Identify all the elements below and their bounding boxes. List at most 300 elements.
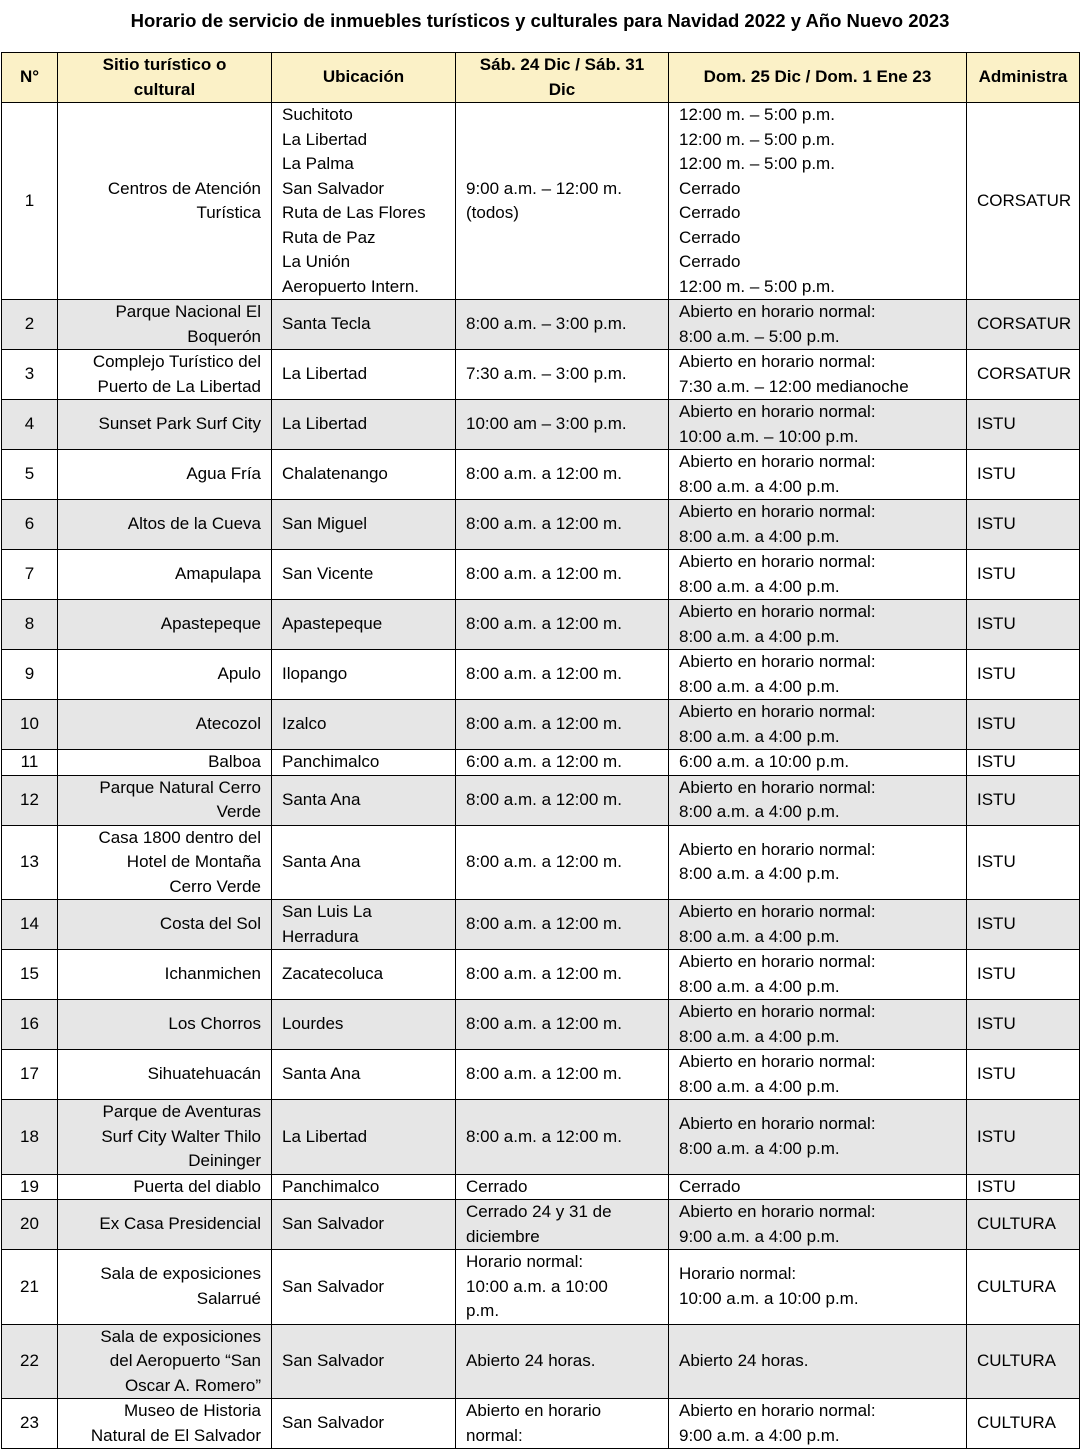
administrator: ISTU — [967, 1050, 1080, 1100]
administrator: ISTU — [967, 1000, 1080, 1050]
administrator: CORSATUR — [967, 103, 1080, 300]
site-name-line: Sihuatehuacán — [147, 1064, 261, 1084]
sunday-schedule-line: 6:00 a.m. a 10:00 p.m. — [679, 752, 850, 771]
row-number: 22 — [2, 1324, 58, 1399]
table-row — [2, 1000, 1080, 1050]
sunday-schedule-line: Cerrado — [679, 227, 741, 247]
saturday-schedule-line: Abierto en horario — [466, 1401, 602, 1420]
sunday-schedule-line: 12:00 m. – 5:00 p.m. — [679, 154, 835, 173]
site-name — [58, 1200, 272, 1250]
location — [272, 1250, 456, 1325]
row-number: 19 — [2, 1174, 58, 1200]
saturday-schedule-line: normal: — [466, 1425, 523, 1445]
sunday-schedule-line: 8:00 a.m. a 4:00 p.m. — [679, 1138, 840, 1158]
saturday-schedule — [456, 825, 669, 900]
sunday-schedule-line: 9:00 a.m. a 4:00 p.m. — [679, 1425, 840, 1445]
site-name — [58, 300, 272, 350]
location-line: Herradura — [282, 926, 359, 946]
saturday-schedule — [456, 350, 669, 400]
row-number: 14 — [2, 900, 58, 950]
location-line: La Libertad — [282, 129, 368, 149]
row-number: 5 — [2, 450, 58, 500]
sunday-schedule-line: 9:00 a.m. a 4:00 p.m. — [679, 1226, 840, 1246]
saturday-schedule — [456, 775, 669, 825]
table-row — [2, 600, 1080, 650]
site-name — [58, 350, 272, 400]
sunday-schedule — [669, 1399, 967, 1449]
site-name-line: Amapulapa — [174, 564, 261, 584]
location-line: Apastepeque — [282, 614, 383, 634]
site-name-line: Parque Natural Cerro — [99, 777, 261, 797]
location-line: Lourdes — [282, 1014, 344, 1034]
sunday-schedule — [669, 1050, 967, 1100]
saturday-schedule — [456, 600, 669, 650]
site-name-line: Complejo Turístico del — [92, 352, 261, 371]
sunday-schedule-line: Abierto en horario normal: — [679, 1114, 876, 1134]
sunday-schedule-line: Abierto en horario normal: — [679, 702, 876, 721]
sunday-schedule-line: 8:00 a.m. a 4:00 p.m. — [679, 864, 840, 884]
sunday-schedule — [669, 450, 967, 500]
location-line: San Miguel — [282, 514, 368, 534]
table-row — [2, 1324, 1080, 1399]
administrator: CULTURA — [967, 1324, 1080, 1399]
location-line: La Libertad — [282, 1126, 368, 1146]
table-row — [2, 825, 1080, 900]
table-row — [2, 450, 1080, 500]
saturday-schedule — [456, 300, 669, 350]
site-name — [58, 1100, 272, 1175]
sunday-schedule-line: Abierto en horario normal: — [679, 302, 876, 321]
row-number: 6 — [2, 500, 58, 550]
location — [272, 775, 456, 825]
location — [272, 1000, 456, 1050]
site-name — [58, 650, 272, 700]
saturday-schedule-line: 8:00 a.m. a 12:00 m. — [466, 514, 622, 534]
location-line: San Salvador — [282, 1276, 385, 1296]
site-name — [58, 400, 272, 450]
location — [272, 300, 456, 350]
header-site: Sitio turístico o cultural — [58, 53, 272, 103]
sunday-schedule — [669, 103, 967, 300]
administrator: ISTU — [967, 775, 1080, 825]
administrator: CULTURA — [967, 1399, 1080, 1449]
administrator: ISTU — [967, 400, 1080, 450]
sunday-schedule — [669, 400, 967, 450]
site-name — [58, 1000, 272, 1050]
site-name-line: Apastepeque — [160, 614, 261, 634]
row-number: 1 — [2, 103, 58, 300]
location-line: Suchitoto — [282, 105, 353, 124]
location — [272, 750, 456, 776]
saturday-schedule — [456, 1000, 669, 1050]
location-line: San Salvador — [282, 1351, 385, 1370]
table-row — [2, 103, 1080, 300]
site-name-line: del Aeropuerto “San — [109, 1351, 261, 1370]
location — [272, 950, 456, 1000]
location-line: Santa Ana — [282, 1064, 361, 1084]
administrator: ISTU — [967, 750, 1080, 776]
administrator: ISTU — [967, 450, 1080, 500]
table-row — [2, 775, 1080, 825]
saturday-schedule — [456, 550, 669, 600]
sunday-schedule-line: 8:00 a.m. a 4:00 p.m. — [679, 626, 840, 646]
sunday-schedule-line: Abierto en horario normal: — [679, 452, 876, 471]
table-row — [2, 500, 1080, 550]
sunday-schedule — [669, 700, 967, 750]
administrator: ISTU — [967, 550, 1080, 600]
administrator: ISTU — [967, 900, 1080, 950]
site-name — [58, 900, 272, 950]
table-row — [2, 750, 1080, 776]
saturday-schedule — [456, 1324, 669, 1399]
location — [272, 400, 456, 450]
administrator: CORSATUR — [967, 300, 1080, 350]
saturday-schedule-line: 8:00 a.m. a 12:00 m. — [466, 1126, 622, 1146]
saturday-schedule-line: Cerrado — [466, 1176, 528, 1196]
saturday-schedule — [456, 900, 669, 950]
sunday-schedule-line: Abierto en horario normal: — [679, 902, 876, 921]
header-number: N° — [2, 53, 58, 103]
saturday-schedule-line: 8:00 a.m. a 12:00 m. — [466, 852, 622, 871]
sunday-schedule-line: Abierto en horario normal: — [679, 552, 876, 571]
location-line: Santa Ana — [282, 789, 361, 809]
administrator: ISTU — [967, 1100, 1080, 1175]
location — [272, 1100, 456, 1175]
saturday-schedule-line: 8:00 a.m. a 12:00 m. — [466, 464, 622, 484]
location-line: San Salvador — [282, 1413, 385, 1433]
site-name-line: Sala de exposiciones — [100, 1264, 261, 1284]
header-sunday-schedule: Dom. 25 Dic / Dom. 1 Ene 23 — [669, 53, 967, 103]
row-number: 8 — [2, 600, 58, 650]
site-name-line: Sunset Park Surf City — [98, 414, 261, 434]
site-name — [58, 600, 272, 650]
saturday-schedule — [456, 1050, 669, 1100]
administrator: CULTURA — [967, 1200, 1080, 1250]
sunday-schedule-line: 7:30 a.m. – 12:00 medianoche — [679, 376, 909, 396]
site-name — [58, 1174, 272, 1200]
sunday-schedule-line: 8:00 a.m. – 5:00 p.m. — [679, 326, 840, 346]
sunday-schedule — [669, 1100, 967, 1175]
sunday-schedule — [669, 825, 967, 900]
administrator: ISTU — [967, 1174, 1080, 1200]
location — [272, 1050, 456, 1100]
saturday-schedule — [456, 1399, 669, 1449]
saturday-schedule-line: 8:00 a.m. a 12:00 m. — [466, 564, 622, 584]
sunday-schedule-line: Cerrado — [679, 1176, 741, 1196]
site-name-line: Centros de Atención — [107, 178, 261, 198]
location — [272, 900, 456, 950]
administrator: ISTU — [967, 700, 1080, 750]
sunday-schedule — [669, 950, 967, 1000]
table-row — [2, 400, 1080, 450]
administrator: ISTU — [967, 600, 1080, 650]
site-name-line: Natural de El Salvador — [90, 1425, 261, 1445]
sunday-schedule-line: Abierto en horario normal: — [679, 602, 876, 621]
saturday-schedule-line: Horario normal: — [466, 1252, 584, 1271]
site-name-line: Los Chorros — [168, 1014, 261, 1034]
site-name — [58, 500, 272, 550]
administrator: CORSATUR — [967, 350, 1080, 400]
site-name-line: Agua Fría — [186, 464, 261, 484]
saturday-schedule-line: diciembre — [466, 1226, 540, 1246]
row-number: 15 — [2, 950, 58, 1000]
sunday-schedule-line: Abierto en horario normal: — [679, 1401, 876, 1420]
saturday-schedule-line: Abierto 24 horas. — [466, 1351, 596, 1370]
sunday-schedule-line: 8:00 a.m. a 4:00 p.m. — [679, 476, 840, 496]
location-line: Izalco — [282, 714, 327, 734]
sunday-schedule-line: 8:00 a.m. a 4:00 p.m. — [679, 526, 840, 546]
header-row — [2, 53, 1080, 103]
site-name-line: Deininger — [188, 1151, 261, 1170]
saturday-schedule-line: Cerrado 24 y 31 de — [466, 1202, 612, 1221]
sunday-schedule-line: 8:00 a.m. a 4:00 p.m. — [679, 576, 840, 596]
table-row — [2, 700, 1080, 750]
site-name — [58, 750, 272, 776]
location-line: Panchimalco — [282, 752, 380, 771]
row-number: 21 — [2, 1250, 58, 1325]
site-name-line: Balboa — [208, 752, 261, 771]
location-line: Ilopango — [282, 664, 348, 684]
saturday-schedule — [456, 500, 669, 550]
table-row — [2, 900, 1080, 950]
administrator: ISTU — [967, 500, 1080, 550]
sunday-schedule-line: Abierto 24 horas. — [679, 1351, 809, 1370]
administrator: ISTU — [967, 650, 1080, 700]
location — [272, 550, 456, 600]
saturday-schedule — [456, 400, 669, 450]
location — [272, 1399, 456, 1449]
table-row — [2, 550, 1080, 600]
saturday-schedule-line: p.m. — [466, 1301, 500, 1320]
row-number: 17 — [2, 1050, 58, 1100]
location-line: Zacatecoluca — [282, 964, 384, 984]
saturday-schedule — [456, 750, 669, 776]
sunday-schedule-line: 10:00 a.m. a 10:00 p.m. — [679, 1288, 859, 1308]
table-body — [2, 103, 1080, 1449]
saturday-schedule-line: 8:00 a.m. a 12:00 m. — [466, 1064, 622, 1084]
site-name — [58, 1399, 272, 1449]
administrator: ISTU — [967, 950, 1080, 1000]
site-name-line: Parque de Aventuras — [102, 1102, 261, 1121]
location-line: San Luis La — [282, 902, 372, 921]
location — [272, 450, 456, 500]
saturday-schedule-line: 8:00 a.m. – 3:00 p.m. — [466, 314, 627, 334]
sunday-schedule-line: Abierto en horario normal: — [679, 1002, 876, 1021]
sunday-schedule-line: 12:00 m. – 5:00 p.m. — [679, 276, 835, 296]
sunday-schedule-line: Abierto en horario normal: — [679, 502, 876, 521]
sunday-schedule — [669, 1000, 967, 1050]
row-number: 11 — [2, 750, 58, 776]
location-line: La Unión — [282, 252, 351, 271]
sunday-schedule-line: Horario normal: — [679, 1264, 797, 1284]
site-name-line: Oscar A. Romero” — [124, 1375, 261, 1395]
location-line: La Libertad — [282, 414, 368, 434]
location-line: La Palma — [282, 154, 354, 173]
site-name — [58, 450, 272, 500]
site-name — [58, 1324, 272, 1399]
saturday-schedule-line: (todos) — [466, 203, 519, 222]
sunday-schedule-line: Abierto en horario normal: — [679, 352, 876, 371]
sunday-schedule — [669, 1250, 967, 1325]
saturday-schedule — [456, 950, 669, 1000]
site-name-line: Parque Nacional El — [115, 302, 261, 321]
site-name — [58, 825, 272, 900]
saturday-schedule — [456, 1174, 669, 1200]
row-number: 16 — [2, 1000, 58, 1050]
table-row — [2, 1100, 1080, 1175]
sunday-schedule-line: Abierto en horario normal: — [679, 777, 876, 797]
sunday-schedule-line: Abierto en horario normal: — [679, 952, 876, 971]
location — [272, 500, 456, 550]
saturday-schedule-line: 9:00 a.m. – 12:00 m. — [466, 178, 622, 198]
site-name — [58, 550, 272, 600]
site-name — [58, 103, 272, 300]
sunday-schedule-line: Abierto en horario normal: — [679, 402, 876, 421]
table-row — [2, 1250, 1080, 1325]
saturday-schedule-line: 8:00 a.m. a 12:00 m. — [466, 789, 622, 809]
schedule-table — [1, 52, 1080, 1449]
site-name-line: Museo de Historia — [123, 1401, 261, 1420]
administrator: ISTU — [967, 825, 1080, 900]
sunday-schedule — [669, 1324, 967, 1399]
sunday-schedule-line: 8:00 a.m. a 4:00 p.m. — [679, 926, 840, 946]
header-saturday-schedule: Sáb. 24 Dic / Sáb. 31 Dic — [456, 53, 669, 103]
saturday-schedule-line: 8:00 a.m. a 12:00 m. — [466, 664, 622, 684]
saturday-schedule — [456, 103, 669, 300]
sunday-schedule — [669, 650, 967, 700]
row-number: 7 — [2, 550, 58, 600]
sunday-schedule — [669, 350, 967, 400]
sunday-schedule-line: 8:00 a.m. a 4:00 p.m. — [679, 1076, 840, 1096]
location — [272, 600, 456, 650]
site-name-line: Apulo — [217, 664, 261, 684]
sunday-schedule-line: Cerrado — [679, 203, 741, 222]
site-name-line: Ex Casa Presidencial — [99, 1214, 261, 1234]
location-line: Chalatenango — [282, 464, 388, 484]
header-administrator: Administra — [967, 53, 1080, 103]
site-name-line: Verde — [216, 802, 261, 821]
row-number: 9 — [2, 650, 58, 700]
saturday-schedule-line: 8:00 a.m. a 12:00 m. — [466, 914, 622, 934]
location — [272, 650, 456, 700]
row-number: 3 — [2, 350, 58, 400]
saturday-schedule — [456, 650, 669, 700]
table-row — [2, 1050, 1080, 1100]
location — [272, 1324, 456, 1399]
saturday-schedule-line: 8:00 a.m. a 12:00 m. — [466, 614, 622, 634]
location-line: Santa Tecla — [282, 314, 371, 334]
sunday-schedule-line: 8:00 a.m. a 4:00 p.m. — [679, 976, 840, 996]
sunday-schedule-line: 12:00 m. – 5:00 p.m. — [679, 129, 835, 149]
location-line: San Vicente — [282, 564, 374, 584]
table-header — [2, 53, 1080, 103]
saturday-schedule-line: 10:00 a.m. a 10:00 — [466, 1276, 608, 1296]
row-number: 10 — [2, 700, 58, 750]
sunday-schedule — [669, 750, 967, 776]
sunday-schedule — [669, 550, 967, 600]
sunday-schedule-line: Abierto en horario normal: — [679, 839, 876, 859]
location — [272, 350, 456, 400]
saturday-schedule-line: 6:00 a.m. a 12:00 m. — [466, 752, 622, 771]
sunday-schedule-line: Cerrado — [679, 252, 741, 271]
location-line: Ruta de Paz — [282, 227, 376, 247]
site-name-line: Boquerón — [187, 326, 261, 346]
saturday-schedule-line: 8:00 a.m. a 12:00 m. — [466, 1014, 622, 1034]
table-row — [2, 300, 1080, 350]
row-number: 2 — [2, 300, 58, 350]
table-row — [2, 1174, 1080, 1200]
sunday-schedule-line: 10:00 a.m. – 10:00 p.m. — [679, 426, 859, 446]
row-number: 20 — [2, 1200, 58, 1250]
sunday-schedule-line: Abierto en horario normal: — [679, 1052, 876, 1071]
saturday-schedule-line: 8:00 a.m. a 12:00 m. — [466, 714, 622, 734]
site-name-line: Altos de la Cueva — [127, 514, 261, 534]
site-name-line: Puerto de La Libertad — [97, 376, 261, 396]
document-title: Horario de servicio de inmuebles turísticos y culturales para Navidad 2022 y Año Nuevo 2023 — [130, 10, 950, 31]
location — [272, 103, 456, 300]
sunday-schedule — [669, 1174, 967, 1200]
site-name-line: Casa 1800 dentro del — [98, 827, 261, 847]
sunday-schedule-line: Abierto en horario normal: — [679, 1202, 876, 1221]
site-name-line: Atecozol — [195, 714, 261, 734]
saturday-schedule-line: 8:00 a.m. a 12:00 m. — [466, 964, 622, 984]
sunday-schedule-line: 8:00 a.m. a 4:00 p.m. — [679, 676, 840, 696]
saturday-schedule — [456, 1200, 669, 1250]
site-name-line: Puerta del diablo — [133, 1176, 261, 1196]
sunday-schedule — [669, 500, 967, 550]
saturday-schedule — [456, 700, 669, 750]
location — [272, 1200, 456, 1250]
table-row — [2, 950, 1080, 1000]
table-row — [2, 1200, 1080, 1250]
location — [272, 825, 456, 900]
sunday-schedule — [669, 1200, 967, 1250]
location-line: San Salvador — [282, 178, 385, 198]
sunday-schedule-line: 8:00 a.m. a 4:00 p.m. — [679, 1026, 840, 1046]
site-name — [58, 1250, 272, 1325]
sunday-schedule-line: 8:00 a.m. a 4:00 p.m. — [679, 802, 840, 821]
sunday-schedule — [669, 900, 967, 950]
header-location: Ubicación — [272, 53, 456, 103]
row-number: 18 — [2, 1100, 58, 1175]
saturday-schedule — [456, 1100, 669, 1175]
site-name-line: Surf City Walter Thilo — [101, 1126, 261, 1146]
site-name — [58, 700, 272, 750]
site-name — [58, 1050, 272, 1100]
row-number: 23 — [2, 1399, 58, 1449]
location-line: Aeropuerto Intern. — [282, 276, 420, 296]
row-number: 4 — [2, 400, 58, 450]
table-row — [2, 1399, 1080, 1449]
saturday-schedule — [456, 1250, 669, 1325]
site-name-line: Cerro Verde — [169, 876, 261, 896]
table-row — [2, 350, 1080, 400]
location-line: San Salvador — [282, 1214, 385, 1234]
saturday-schedule-line: 10:00 am – 3:00 p.m. — [466, 414, 627, 434]
location-line: Ruta de Las Flores — [282, 203, 426, 222]
site-name-line: Costa del Sol — [159, 914, 261, 934]
row-number: 12 — [2, 775, 58, 825]
sunday-schedule — [669, 300, 967, 350]
site-name — [58, 950, 272, 1000]
sunday-schedule-line: Cerrado — [679, 178, 741, 198]
site-name-line: Hotel de Montaña — [126, 852, 261, 871]
location — [272, 700, 456, 750]
site-name — [58, 775, 272, 825]
location — [272, 1174, 456, 1200]
site-name-line: Turística — [196, 203, 261, 222]
location-line: Santa Ana — [282, 852, 361, 871]
